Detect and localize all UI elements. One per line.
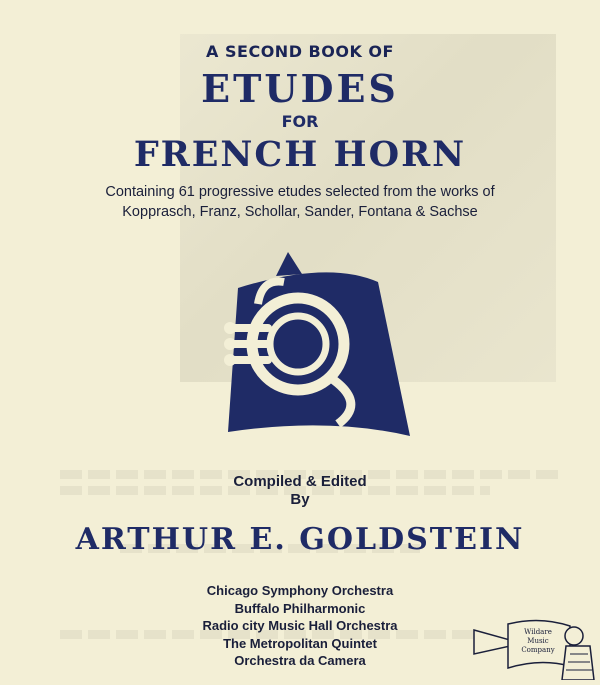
french-horn-emblem-icon (218, 252, 412, 442)
publisher-line: Company (521, 646, 555, 654)
author-name: ARTHUR E. GOLDSTEIN (75, 522, 525, 557)
compiled-line: Compiled & Edited (233, 473, 367, 490)
credits (0, 473, 600, 509)
subtitle-line: Containing 61 progressive etudes selected from the works of (105, 184, 495, 200)
subtitle-line: Kopprasch, Franz, Schollar, Sander, Fontana & Sachse (122, 204, 478, 220)
title-instrument: FRENCH HORN (133, 134, 467, 175)
affiliation-item: The Metropolitan Quintet (223, 635, 377, 651)
publisher-logo (470, 616, 596, 680)
affiliation-item: Buffalo Philharmonic (234, 600, 366, 616)
subtitle (60, 182, 540, 222)
affiliation-item: Chicago Symphony Orchestra (206, 583, 394, 598)
affiliation-item: Radio city Music Hall Orchestra (202, 618, 398, 633)
by-line: By (290, 491, 310, 508)
pre-title: A SECOND BOOK OF (206, 42, 394, 61)
title-main: ETUDES (201, 66, 399, 111)
affiliation-item: Orchestra da Camera (234, 653, 366, 668)
title-for: FOR (281, 112, 319, 131)
publisher-line: Music (527, 637, 549, 645)
publisher-name (512, 628, 564, 655)
publisher-line: Wildare (524, 628, 552, 636)
